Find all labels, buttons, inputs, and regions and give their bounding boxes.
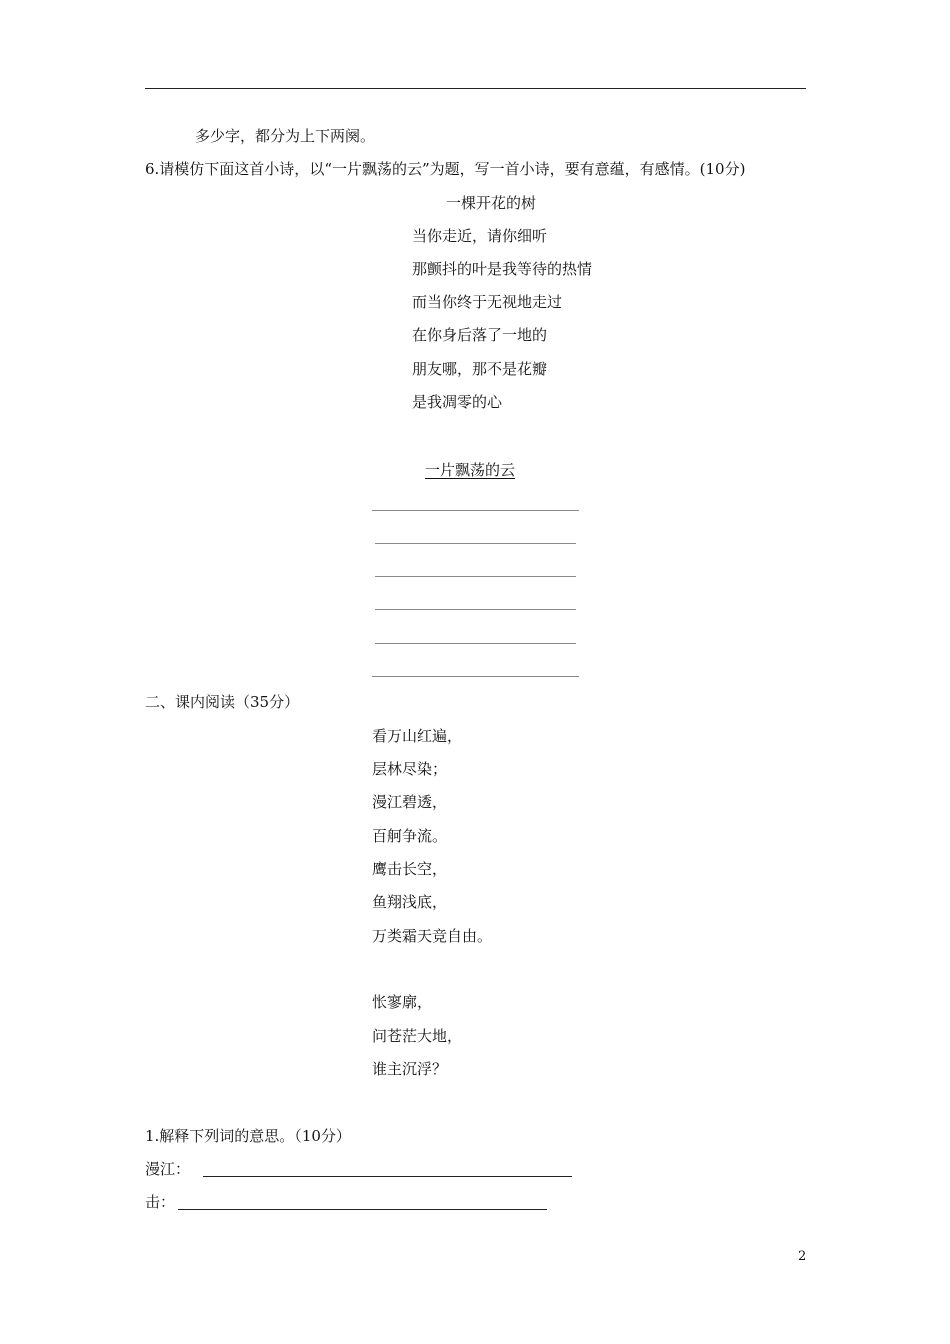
sample-poem-line: 在你身后落了一地的 (412, 326, 548, 344)
section-2-heading: 二、课内阅读（35分） (145, 693, 300, 711)
answer-blank-line[interactable] (375, 543, 576, 544)
question-1-prompt: 1.解释下列词的意思。（10分） (145, 1127, 351, 1145)
term-label-ji: 击： (145, 1193, 176, 1211)
sample-poem-line: 是我凋零的心 (412, 393, 503, 411)
sample-poem-line: 当你走近，请你细听 (412, 227, 548, 245)
term-label-manjiang: 漫江： (145, 1160, 191, 1178)
answer-line-manjiang[interactable] (203, 1176, 572, 1177)
answer-blank-line[interactable] (372, 676, 579, 677)
answer-blank-line[interactable] (375, 643, 576, 644)
answer-blank-line[interactable] (375, 576, 576, 577)
answer-line-ji[interactable] (178, 1209, 547, 1210)
reading-poem-line: 漫江碧透， (372, 793, 448, 811)
sample-poem-title: 一棵开花的树 (446, 194, 537, 212)
reading-poem-line: 万类霜天竞自由。 (372, 927, 493, 945)
reading-poem-line: 看万山红遍， (372, 727, 463, 745)
page-number: 2 (798, 1249, 807, 1264)
continuation-text: 多少字，都分为上下两阕。 (195, 127, 376, 145)
sample-poem-line: 那颤抖的叶是我等待的热情 (412, 260, 593, 278)
reading-poem-line: 百舸争流。 (372, 827, 448, 845)
sample-poem-line: 而当你终于无视地走过 (412, 293, 563, 311)
reading-poem-line: 层林尽染； (372, 760, 448, 778)
reading-poem-line: 鹰击长空， (372, 860, 448, 878)
question-6-prompt: 6.请模仿下面这首小诗，以“一片飘荡的云”为题，写一首小诗，要有意蕴，有感情。(10分) (145, 160, 746, 178)
header-rule (145, 88, 806, 89)
reading-poem-line: 问苍茫大地， (372, 1027, 463, 1045)
reading-poem-line: 鱼翔浅底， (372, 893, 448, 911)
answer-blank-line[interactable] (372, 510, 579, 511)
reading-poem-line: 怅寥廓， (372, 993, 433, 1011)
sample-poem-line: 朋友哪，那不是花瓣 (412, 360, 548, 378)
answer-poem-title: 一片飘荡的云 (425, 461, 516, 479)
reading-poem-line: 谁主沉浮？ (372, 1060, 448, 1078)
answer-blank-line[interactable] (375, 609, 576, 610)
